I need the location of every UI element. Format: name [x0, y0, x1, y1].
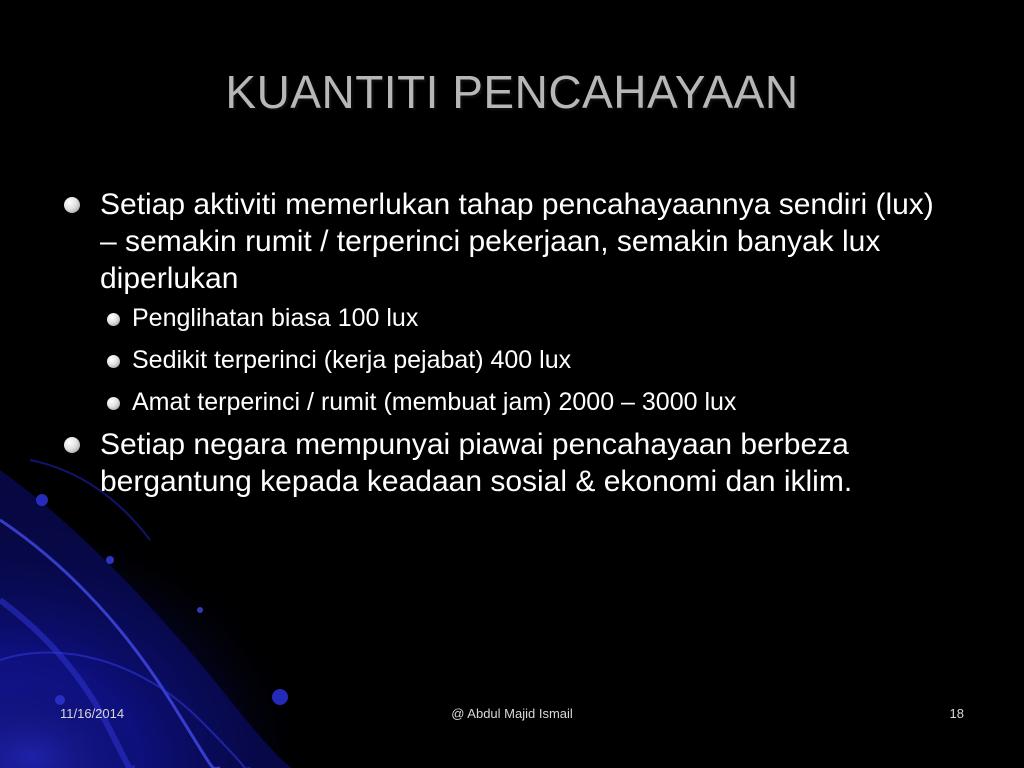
sub-bullet-dot-icon — [107, 313, 120, 326]
sub-bullet-dot-icon — [107, 397, 120, 410]
sub-bullet-item — [106, 303, 952, 334]
footer-date: 11/16/2014 — [60, 706, 125, 721]
bullet-text: Setiap negara mempunyai piawai pencahayaan berbeza bergantung kepada keadaan sosial & ekonomi dan iklim. — [100, 428, 853, 498]
sub-bullet-item — [106, 387, 952, 418]
slide-title: KUANTITI PENCAHAYAAN — [225, 66, 799, 118]
bullet-item — [62, 426, 952, 500]
sub-bullet-text: Penglihatan biasa 100 lux — [132, 304, 419, 332]
bullet-dot-icon — [64, 197, 80, 213]
bullet-text: Setiap aktiviti memerlukan tahap pencahayaannya sendiri (lux) – semakin rumit / terperinci pekerjaan, semakin banyak lux diperlukan — [100, 188, 934, 295]
bullet-dot-icon — [64, 437, 80, 453]
sub-bullet-list — [100, 303, 952, 418]
bullet-list — [62, 186, 952, 500]
sub-bullet-item — [106, 345, 952, 376]
sub-bullet-text: Sedikit terperinci (kerja pejabat) 400 lux — [132, 346, 572, 374]
footer-author: @ Abdul Majid Ismail — [451, 706, 573, 721]
sub-bullet-dot-icon — [107, 355, 120, 368]
bullet-item — [62, 186, 952, 418]
slide-number: 18 — [949, 706, 964, 721]
sub-bullet-text: Amat terperinci / rumit (membuat jam) 2000 – 3000 lux — [132, 388, 737, 416]
